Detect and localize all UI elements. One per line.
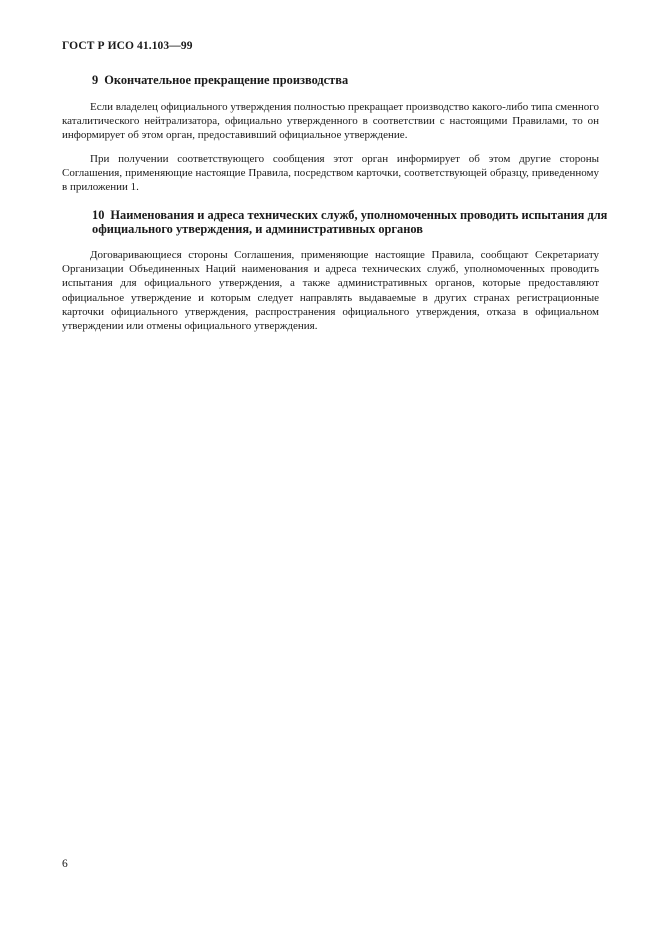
section-9-title: Окончательное прекращение производства xyxy=(104,73,349,87)
section-9-paragraph-2: При получении соответствующего сообщения этот орган информирует об этом другие стороны Соглашения, применяющие настоящие Правила, посредством карточки, соответствующей образцу, приведенному в приложении 1. xyxy=(62,153,599,194)
page-number: 6 xyxy=(62,858,68,870)
section-10-heading xyxy=(92,208,612,236)
section-10-title: Наименования и адреса технических служб, уполномоченных проводить испытания для официального утверждения, и административных органов xyxy=(92,208,608,236)
section-9-number: 9 xyxy=(92,73,99,87)
document-code-header: ГОСТ Р ИСО 41.103—99 xyxy=(62,40,193,52)
section-10-paragraph-1: Договаривающиеся стороны Соглашения, применяющие настоящие Правила, сообщают Секретариату Организации Объединенных Наций наименования и адреса технических служб, уполномоченных проводить испытания для официального утверждения, а также административных органов, которые предоставляют официальное утверждение и которым следует направлять выдаваемые в других странах регистрационные карточки официального утверждения, распространения официального утверждения, отказа в официальном утверждении или отмены официального утверждения. xyxy=(62,249,599,333)
section-10-number: 10 xyxy=(92,208,105,222)
section-9-paragraph-1: Если владелец официального утверждения полностью прекращает производство какого-либо типа сменного каталитического нейтрализатора, официально утвержденного в соответствии с настоящими Правилами, то он информирует об этом орган, предоставивший официальное утверждение. xyxy=(62,101,599,142)
section-9-heading xyxy=(92,73,612,87)
